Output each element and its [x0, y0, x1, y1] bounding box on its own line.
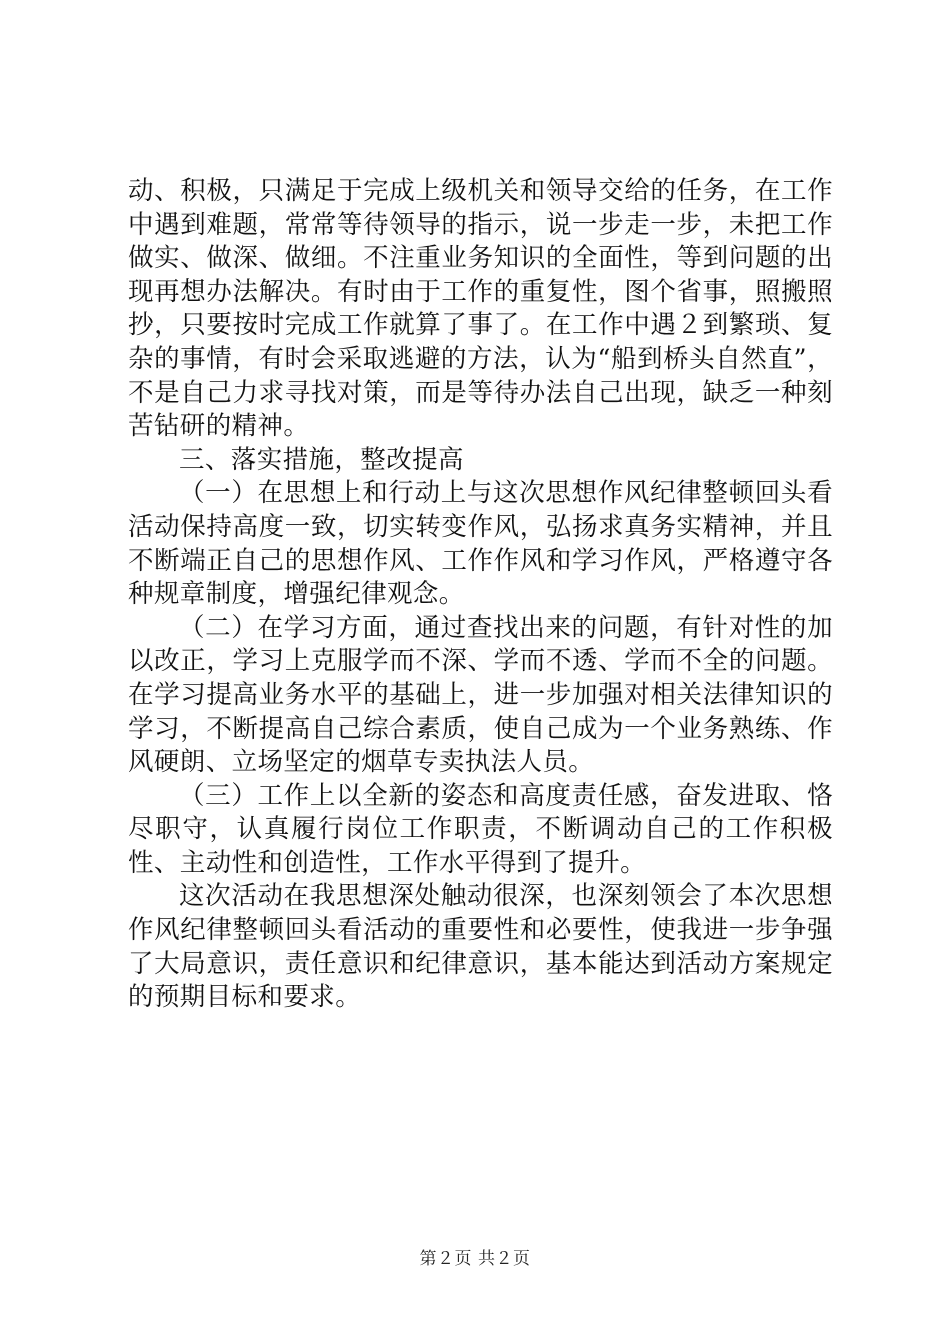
document-body: [128, 175, 833, 1015]
paragraph-item-3: （三）工作上以全新的姿态和高度责任感，奋发进取、恪尽职守，认真履行岗位工作职责，不断调动自己的工作积极性、主动性和创造性，工作水平得到了提升。: [128, 780, 833, 878]
paragraph-item-2: （二）在学习方面，通过查找出来的问题，有针对性的加以改正，学习上克服学而不深、学而不透、学而不全的问题。在学习提高业务水平的基础上，进一步加强对相关法律知识的学习，不断提高自己综合素质，使自己成为一个业务熟练、作风硬朗、立场坚定的烟草专卖执法人员。: [128, 612, 833, 778]
paragraph-conclusion: 这次活动在我思想深处触动很深，也深刻领会了本次思想作风纪律整顿回头看活动的重要性和必要性，使我进一步争强了大局意识，责任意识和纪律意识，基本能达到活动方案规定的预期目标和要求。: [128, 881, 833, 1013]
paragraph-item-1: （一）在思想上和行动上与这次思想作风纪律整顿回头看活动保持高度一致，切实转变作风，弘扬求真务实精神，并且不断端正自己的思想作风、工作作风和学习作风，严格遵守各种规章制度，增强纪律观念。: [128, 478, 833, 610]
section-heading: 三、落实措施，整改提高: [179, 444, 464, 475]
paragraph-continuation: 动、积极，只满足于完成上级机关和领导交给的任务，在工作中遇到难题，常常等待领导的指示，说一步走一步，未把工作做实、做深、做细。不注重业务知识的全面性，等到问题的出现再想办法解决。有时由于工作的重复性，图个省事，照搬照抄，只要按时完成工作就算了事了。在工作中遇２到繁琐、复杂的事情，有时会采取逃避的方法，认为“船到桥头自然直”，不是自己力求寻找对策，而是等待办法自己出现，缺乏一种刻苦钻研的精神。: [128, 176, 833, 442]
page-footer: 第２页 共２页: [419, 1249, 531, 1269]
